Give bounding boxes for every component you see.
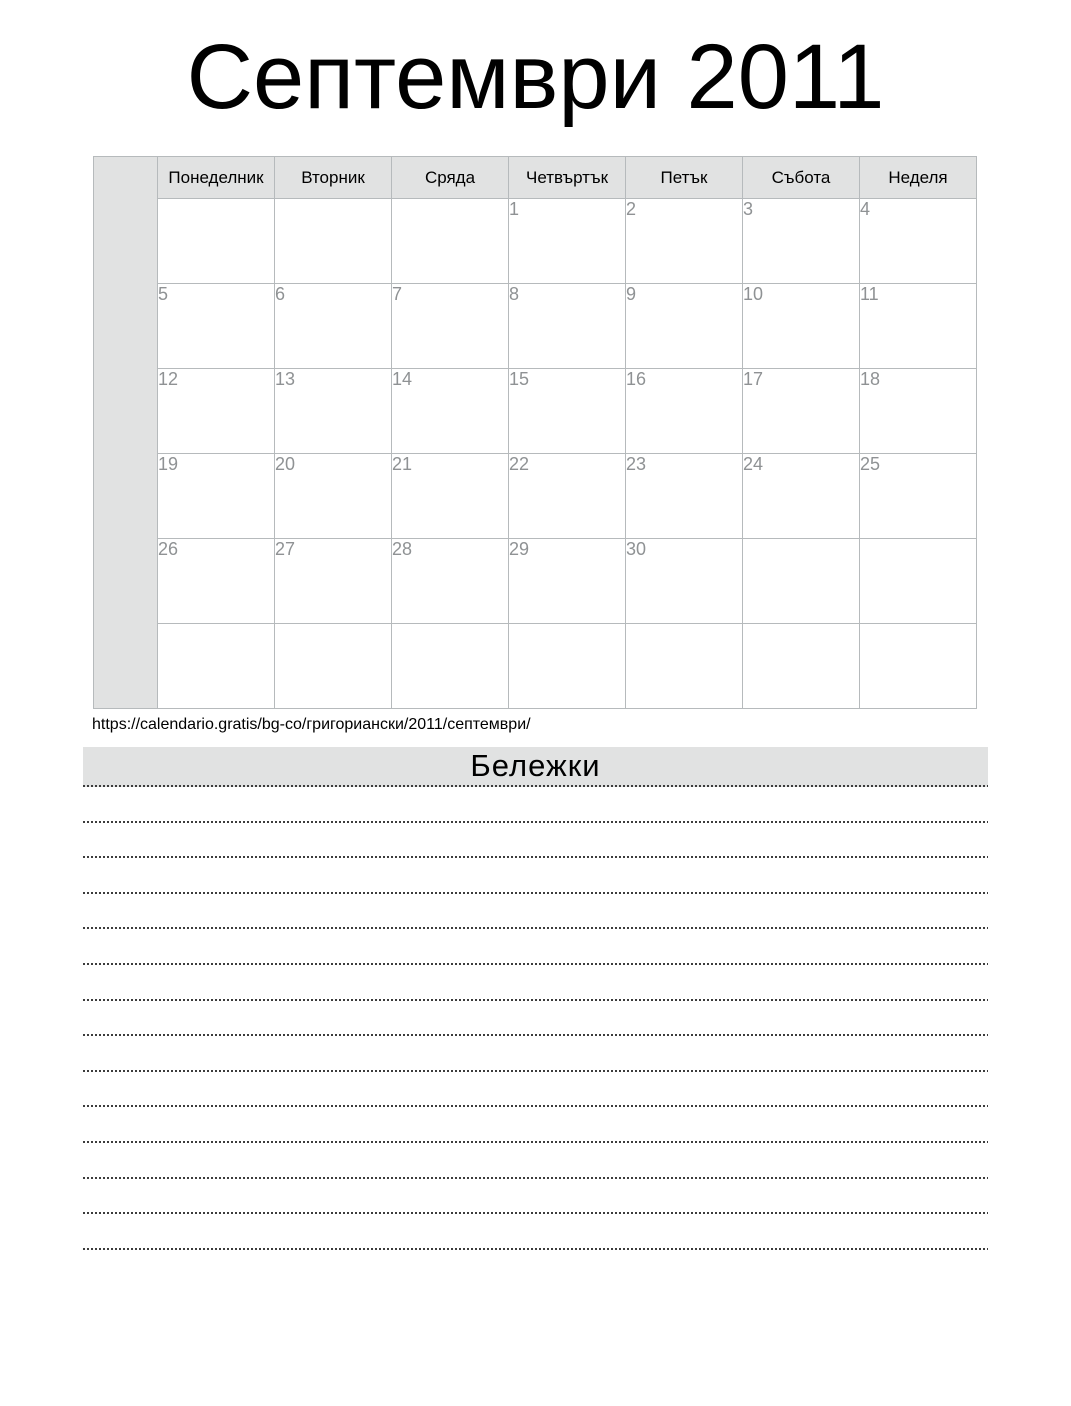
day-cell (860, 539, 977, 624)
day-cell: 3 (743, 199, 860, 284)
notes-line (83, 787, 988, 823)
day-cell: 17 (743, 369, 860, 454)
day-cell: 10 (743, 284, 860, 369)
notes-line (83, 1036, 988, 1072)
day-cell: 19 (158, 454, 275, 539)
day-cell: 6 (275, 284, 392, 369)
day-cell: 22 (509, 454, 626, 539)
day-cell: 28 (392, 539, 509, 624)
notes-section (83, 747, 988, 1250)
notes-line (83, 1072, 988, 1108)
day-cell: 9 (626, 284, 743, 369)
day-cell (392, 199, 509, 284)
notes-line (83, 965, 988, 1001)
day-cell: 14 (392, 369, 509, 454)
day-cell: 21 (392, 454, 509, 539)
day-cell (509, 624, 626, 709)
weekday-header: Неделя (860, 157, 977, 199)
page-title: Септември 2011 (186, 26, 885, 128)
calendar-week-row (94, 624, 977, 709)
calendar-week-row (94, 539, 977, 624)
calendar-side-strip (94, 157, 158, 709)
weekday-header: Понеделник (158, 157, 275, 199)
notes-line (83, 1001, 988, 1037)
weekday-header: Събота (743, 157, 860, 199)
calendar-week-row (94, 369, 977, 454)
notes-line (83, 858, 988, 894)
day-cell: 1 (509, 199, 626, 284)
day-cell: 23 (626, 454, 743, 539)
day-cell (392, 624, 509, 709)
day-cell: 24 (743, 454, 860, 539)
day-cell: 18 (860, 369, 977, 454)
notes-line (83, 1143, 988, 1179)
weekday-header: Петък (626, 157, 743, 199)
day-cell: 29 (509, 539, 626, 624)
day-cell (743, 624, 860, 709)
day-cell: 27 (275, 539, 392, 624)
day-cell (158, 199, 275, 284)
day-cell (275, 624, 392, 709)
source-url-link[interactable]: https://calendario.gratis/bg-co/григориански/2011/септември/ (92, 716, 531, 733)
day-cell: 13 (275, 369, 392, 454)
day-cell: 20 (275, 454, 392, 539)
day-cell: 25 (860, 454, 977, 539)
day-cell: 7 (392, 284, 509, 369)
day-cell: 16 (626, 369, 743, 454)
day-cell: 15 (509, 369, 626, 454)
day-cell: 11 (860, 284, 977, 369)
day-cell: 26 (158, 539, 275, 624)
notes-title: Бележки (470, 748, 601, 783)
calendar-week-row (94, 199, 977, 284)
calendar-week-row (94, 454, 977, 539)
day-cell (743, 539, 860, 624)
weekday-header: Сряда (392, 157, 509, 199)
day-cell (275, 199, 392, 284)
day-cell (860, 624, 977, 709)
day-cell: 5 (158, 284, 275, 369)
notes-lines (83, 787, 988, 1250)
notes-line (83, 1214, 988, 1250)
weekday-header: Четвъртък (509, 157, 626, 199)
day-cell (626, 624, 743, 709)
notes-line (83, 929, 988, 965)
notes-title-bar (83, 747, 988, 787)
weekday-header: Вторник (275, 157, 392, 199)
notes-line (83, 1107, 988, 1143)
calendar-week-row (94, 284, 977, 369)
calendar-table (93, 156, 977, 709)
notes-line (83, 894, 988, 930)
day-cell: 12 (158, 369, 275, 454)
calendar-header-row (94, 157, 977, 199)
day-cell: 2 (626, 199, 743, 284)
notes-line (83, 1179, 988, 1215)
day-cell: 30 (626, 539, 743, 624)
day-cell: 8 (509, 284, 626, 369)
day-cell: 4 (860, 199, 977, 284)
notes-line (83, 823, 988, 859)
day-cell (158, 624, 275, 709)
